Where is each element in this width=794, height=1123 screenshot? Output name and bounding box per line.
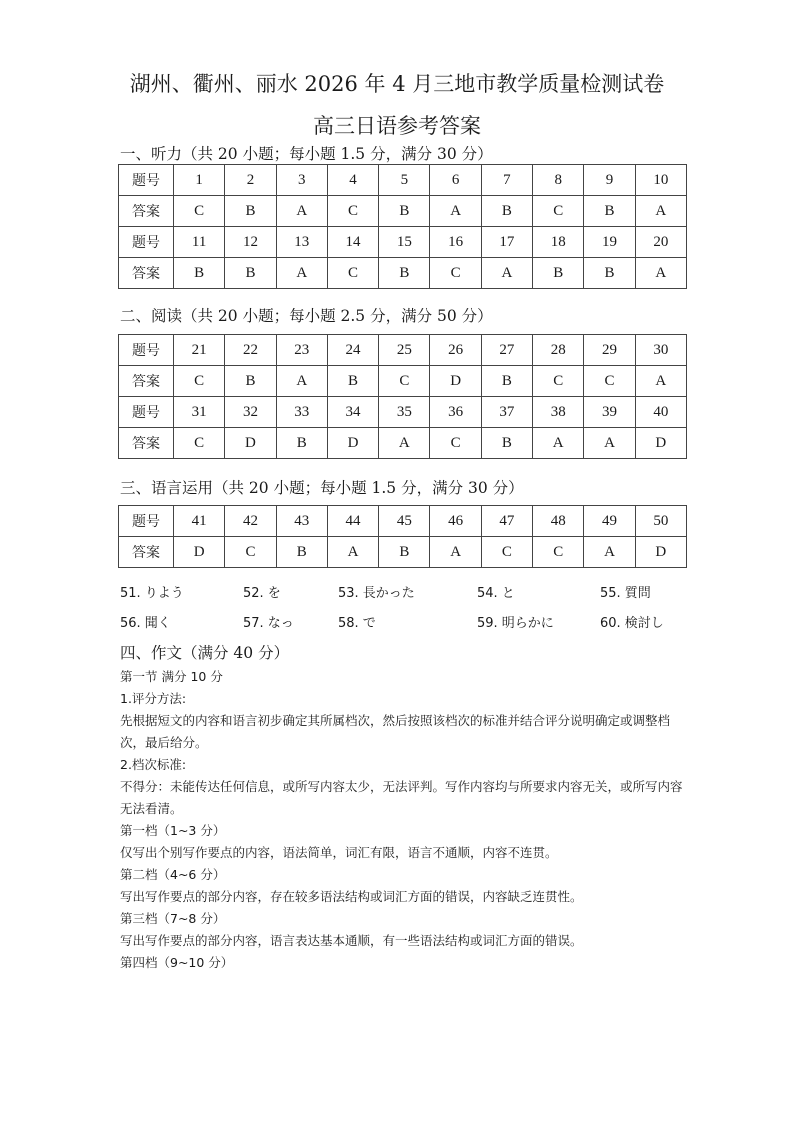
section-3-heading: 三、语言运用（共 20 小题；每小题 1.5 分，满分 30 分） (120, 479, 524, 497)
row-label: 题号 (119, 335, 174, 366)
essay-line: 仅写出个别写作要点的内容，语法简单，词汇有限，语言不通顺，内容不连贯。 (120, 845, 558, 860)
table-row (119, 428, 687, 459)
table-cell: A (584, 537, 635, 568)
table-cell: B (276, 428, 327, 459)
table-cell: D (225, 428, 276, 459)
table-cell: B (379, 258, 430, 289)
essay-line: 写出写作要点的部分内容，语言表达基本通顺，有一些语法结构或词汇方面的错误。 (120, 933, 583, 948)
essay-line: 1.评分方法: (120, 691, 187, 706)
table-cell: 20 (635, 227, 686, 258)
table-cell: A (533, 428, 584, 459)
fill-answer: 52. を (243, 586, 281, 601)
table-cell: 12 (225, 227, 276, 258)
table-cell: A (635, 366, 686, 397)
table-cell: D (174, 537, 225, 568)
row-label: 答案 (119, 258, 174, 289)
table-cell: 37 (481, 397, 532, 428)
table-cell: B (225, 366, 276, 397)
table-cell: 6 (430, 165, 481, 196)
section-2-heading: 二、阅读（共 20 小题；每小题 2.5 分，满分 50 分） (120, 307, 493, 325)
section-1-answer-table (118, 164, 687, 289)
essay-paragraph: 不得分：未能传达任何信息，或所写内容太少，无法评判。写作内容均与所要求内容无关，或所写内容无法看清。 (120, 779, 683, 816)
table-cell: D (430, 366, 481, 397)
table-cell: B (584, 258, 635, 289)
table-cell: D (635, 537, 686, 568)
table-cell: B (481, 366, 532, 397)
table-cell: 43 (276, 506, 327, 537)
table-cell: 3 (276, 165, 327, 196)
table-row (119, 537, 687, 568)
table-cell: 34 (327, 397, 378, 428)
essay-line: 第三档（7~8 分） (120, 911, 226, 926)
table-cell: C (327, 258, 378, 289)
fill-answer: 59. 明らかに (477, 616, 554, 631)
fill-answer: 51. りよう (120, 586, 184, 601)
table-cell: A (276, 196, 327, 227)
table-cell: B (225, 196, 276, 227)
table-cell: 8 (533, 165, 584, 196)
row-label: 答案 (119, 428, 174, 459)
table-cell: 10 (635, 165, 686, 196)
table-cell: C (533, 537, 584, 568)
table-cell: B (327, 366, 378, 397)
essay-line: 第一节 满分 10 分 (120, 669, 223, 684)
table-cell: B (276, 537, 327, 568)
table-cell: 33 (276, 397, 327, 428)
row-label: 题号 (119, 227, 174, 258)
table-row (119, 227, 687, 258)
fill-answer: 60. 検討し (600, 616, 664, 631)
table-row (119, 397, 687, 428)
table-cell: 42 (225, 506, 276, 537)
document-subtitle: 高三日语参考答案 (313, 114, 481, 138)
table-cell: C (174, 366, 225, 397)
table-cell: B (174, 258, 225, 289)
table-cell: 9 (584, 165, 635, 196)
section-3-answer-table (118, 505, 687, 568)
section-1-heading: 一、听力（共 20 小题；每小题 1.5 分，满分 30 分） (120, 145, 493, 163)
table-cell: B (584, 196, 635, 227)
table-cell: 26 (430, 335, 481, 366)
table-cell: A (635, 196, 686, 227)
row-label: 题号 (119, 506, 174, 537)
table-cell: A (584, 428, 635, 459)
essay-line: 第四档（9~10 分） (120, 955, 234, 970)
table-cell: 16 (430, 227, 481, 258)
table-row (119, 196, 687, 227)
table-cell: D (327, 428, 378, 459)
table-cell: C (430, 258, 481, 289)
essay-line: 第一档（1~3 分） (120, 823, 226, 838)
table-row (119, 165, 687, 196)
section-4-heading: 四、作文（满分 40 分） (120, 644, 290, 662)
table-cell: C (174, 196, 225, 227)
table-cell: 48 (533, 506, 584, 537)
table-cell: 31 (174, 397, 225, 428)
table-cell: A (276, 258, 327, 289)
table-cell: C (584, 366, 635, 397)
table-cell: 21 (174, 335, 225, 366)
table-cell: C (379, 366, 430, 397)
table-cell: C (327, 196, 378, 227)
table-cell: C (225, 537, 276, 568)
table-row (119, 506, 687, 537)
row-label: 答案 (119, 196, 174, 227)
table-cell: 25 (379, 335, 430, 366)
section-4-essay (120, 642, 690, 974)
table-cell: C (533, 196, 584, 227)
table-cell: 28 (533, 335, 584, 366)
table-cell: 40 (635, 397, 686, 428)
table-cell: 35 (379, 397, 430, 428)
table-cell: 14 (327, 227, 378, 258)
table-cell: 47 (481, 506, 532, 537)
table-row (119, 258, 687, 289)
table-cell: B (481, 196, 532, 227)
table-cell: A (430, 196, 481, 227)
table-cell: 38 (533, 397, 584, 428)
table-cell: 32 (225, 397, 276, 428)
table-cell: 44 (327, 506, 378, 537)
row-label: 题号 (119, 397, 174, 428)
table-cell: 46 (430, 506, 481, 537)
table-cell: 45 (379, 506, 430, 537)
essay-line: 第二档（4~6 分） (120, 867, 226, 882)
fill-answer: 57. なっ (243, 616, 294, 631)
table-cell: A (635, 258, 686, 289)
table-cell: 5 (379, 165, 430, 196)
table-cell: 41 (174, 506, 225, 537)
section-2-answer-table (118, 334, 687, 459)
row-label: 题号 (119, 165, 174, 196)
table-cell: C (533, 366, 584, 397)
table-cell: B (533, 258, 584, 289)
table-cell: 15 (379, 227, 430, 258)
table-cell: B (379, 537, 430, 568)
table-cell: 7 (481, 165, 532, 196)
fill-answer: 55. 質問 (600, 586, 651, 601)
table-cell: 11 (174, 227, 225, 258)
table-cell: 30 (635, 335, 686, 366)
table-cell: 19 (584, 227, 635, 258)
table-cell: A (379, 428, 430, 459)
table-cell: 29 (584, 335, 635, 366)
table-cell: 4 (327, 165, 378, 196)
table-cell: 13 (276, 227, 327, 258)
row-label: 答案 (119, 537, 174, 568)
essay-paragraph: 先根据短文的内容和语言初步确定其所属档次，然后按照该档次的标准并结合评分说明确定或调整档次，最后给分。 (120, 713, 671, 750)
table-cell: 27 (481, 335, 532, 366)
table-cell: 36 (430, 397, 481, 428)
table-cell: 50 (635, 506, 686, 537)
table-cell: A (430, 537, 481, 568)
table-cell: B (225, 258, 276, 289)
table-row (119, 366, 687, 397)
table-cell: C (481, 537, 532, 568)
fill-answer: 58. で (338, 616, 376, 631)
table-cell: 2 (225, 165, 276, 196)
table-cell: A (327, 537, 378, 568)
table-cell: B (379, 196, 430, 227)
table-cell: 49 (584, 506, 635, 537)
essay-line: 写出写作要点的部分内容，存在较多语法结构或词汇方面的错误，内容缺乏连贯性。 (120, 889, 583, 904)
table-cell: C (430, 428, 481, 459)
table-cell: 18 (533, 227, 584, 258)
table-cell: 23 (276, 335, 327, 366)
table-cell: D (635, 428, 686, 459)
table-cell: 22 (225, 335, 276, 366)
table-cell: 39 (584, 397, 635, 428)
table-cell: 1 (174, 165, 225, 196)
fill-answer: 56. 聞く (120, 616, 171, 631)
table-cell: A (276, 366, 327, 397)
fill-answer: 53. 長かった (338, 586, 415, 601)
table-cell: 17 (481, 227, 532, 258)
table-cell: B (481, 428, 532, 459)
table-cell: C (174, 428, 225, 459)
row-label: 答案 (119, 366, 174, 397)
document-title: 湖州、衢州、丽水 2026 年 4 月三地市教学质量检测试卷 (129, 72, 665, 96)
fill-answer: 54. と (477, 586, 515, 601)
table-cell: 24 (327, 335, 378, 366)
table-cell: A (481, 258, 532, 289)
essay-line: 2.档次标准: (120, 757, 187, 772)
table-row (119, 335, 687, 366)
